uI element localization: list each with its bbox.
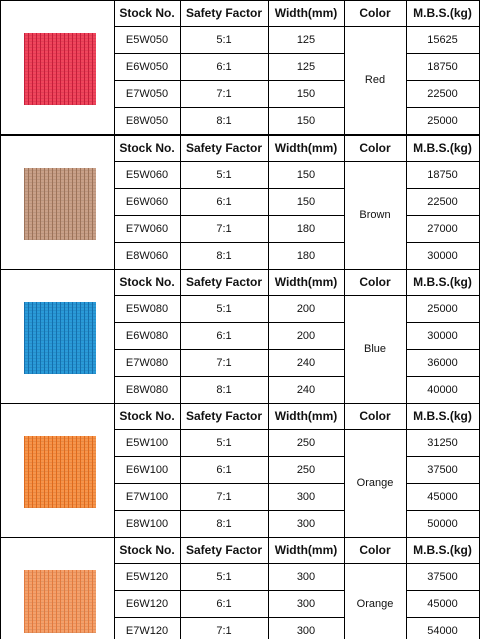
cell-safety-factor: 8:1 — [216, 517, 232, 530]
cell-stock-no: E8W100 — [125, 517, 169, 530]
cell-safety-factor: 5:1 — [216, 436, 232, 449]
cell-width: 250 — [296, 463, 316, 476]
cell-width: 150 — [296, 114, 316, 127]
cell-mbs: 50000 — [427, 517, 458, 530]
cell-stock-no: E7W050 — [125, 87, 169, 100]
webbing-swatch-image — [24, 570, 96, 633]
cell-safety-factor: 6:1 — [216, 329, 232, 342]
cell-width: 125 — [296, 60, 316, 73]
cell-mbs: 37500 — [427, 570, 458, 583]
cell-stock-no: E8W060 — [125, 249, 169, 262]
cell-safety-factor: 6:1 — [216, 195, 232, 208]
table-rule — [344, 537, 345, 639]
cell-safety-factor: 7:1 — [216, 624, 232, 637]
header-stock-no: Stock No. — [119, 543, 175, 557]
header-stock-no: Stock No. — [119, 141, 175, 155]
header-color: Color — [359, 6, 391, 20]
cell-color: Blue — [363, 343, 387, 355]
header-mbs: M.B.S.(kg) — [413, 141, 472, 155]
cell-safety-factor: 5:1 — [216, 302, 232, 315]
table-rule — [406, 617, 480, 618]
cell-mbs: 18750 — [427, 168, 458, 181]
cell-mbs: 30000 — [427, 249, 458, 262]
cell-mbs: 22500 — [427, 195, 458, 208]
cell-mbs: 31250 — [427, 436, 458, 449]
header-safety-factor: Safety Factor — [185, 275, 263, 289]
header-safety-factor: Safety Factor — [185, 6, 263, 20]
cell-mbs: 40000 — [427, 383, 458, 396]
table-rule — [0, 537, 480, 538]
cell-color: Orange — [356, 477, 394, 489]
header-safety-factor: Safety Factor — [185, 409, 263, 423]
cell-color: Orange — [356, 597, 394, 610]
header-color: Color — [359, 543, 391, 557]
cell-stock-no: E5W060 — [125, 168, 169, 181]
cell-safety-factor: 6:1 — [216, 597, 232, 610]
cell-mbs: 22500 — [427, 87, 458, 100]
header-color: Color — [359, 275, 391, 289]
cell-width: 180 — [296, 249, 316, 262]
cell-width: 300 — [296, 490, 316, 503]
header-mbs: M.B.S.(kg) — [413, 275, 472, 289]
cell-mbs: 54000 — [427, 624, 458, 637]
header-color: Color — [359, 141, 391, 155]
cell-stock-no: E7W080 — [125, 356, 169, 369]
cell-width: 300 — [296, 517, 316, 530]
cell-mbs: 30000 — [427, 329, 458, 342]
cell-mbs: 45000 — [427, 597, 458, 610]
cell-safety-factor: 5:1 — [216, 33, 232, 46]
cell-width: 200 — [296, 302, 316, 315]
cell-stock-no: E5W100 — [125, 436, 169, 449]
cell-stock-no: E6W050 — [125, 60, 169, 73]
cell-safety-factor: 8:1 — [216, 383, 232, 396]
header-stock-no: Stock No. — [119, 275, 175, 289]
cell-width: 150 — [296, 195, 316, 208]
cell-mbs: 27000 — [427, 222, 458, 235]
cell-mbs: 36000 — [427, 356, 458, 369]
table-rule — [114, 590, 345, 591]
header-width: Width(mm) — [274, 141, 338, 155]
header-safety-factor: Safety Factor — [185, 141, 263, 155]
table-rule — [114, 563, 480, 564]
cell-width: 200 — [296, 329, 316, 342]
cell-width: 300 — [296, 624, 316, 637]
cell-mbs: 25000 — [427, 302, 458, 315]
cell-width: 300 — [296, 570, 316, 583]
cell-color: Brown — [359, 209, 391, 221]
cell-mbs: 37500 — [427, 463, 458, 476]
cell-mbs: 18750 — [427, 60, 458, 73]
table-rule — [114, 537, 115, 639]
cell-width: 150 — [296, 87, 316, 100]
header-width: Width(mm) — [274, 409, 338, 423]
cell-safety-factor: 8:1 — [216, 114, 232, 127]
cell-color: Red — [364, 74, 386, 86]
cell-safety-factor: 7:1 — [216, 222, 232, 235]
cell-safety-factor: 7:1 — [216, 87, 232, 100]
cell-stock-no: E5W050 — [125, 33, 169, 46]
cell-stock-no: E8W080 — [125, 383, 169, 396]
table-rule — [180, 537, 181, 639]
cell-stock-no: E5W120 — [125, 570, 169, 583]
cell-safety-factor: 6:1 — [216, 60, 232, 73]
cell-width: 240 — [296, 356, 316, 369]
cell-stock-no: E7W120 — [125, 624, 169, 637]
header-mbs: M.B.S.(kg) — [413, 543, 472, 557]
cell-stock-no: E6W080 — [125, 329, 169, 342]
cell-stock-no: E7W060 — [125, 222, 169, 235]
cell-stock-no: E8W050 — [125, 114, 169, 127]
cell-safety-factor: 8:1 — [216, 249, 232, 262]
header-stock-no: Stock No. — [119, 6, 175, 20]
header-safety-factor: Safety Factor — [185, 543, 263, 557]
cell-mbs: 25000 — [427, 114, 458, 127]
cell-safety-factor: 6:1 — [216, 463, 232, 476]
cell-safety-factor: 7:1 — [216, 490, 232, 503]
cell-stock-no: E6W100 — [125, 463, 169, 476]
cell-width: 180 — [296, 222, 316, 235]
cell-width: 125 — [296, 33, 316, 46]
table-rule — [406, 590, 480, 591]
header-mbs: M.B.S.(kg) — [413, 409, 472, 423]
table-rule — [114, 617, 345, 618]
header-color: Color — [359, 409, 391, 423]
cell-stock-no: E6W060 — [125, 195, 169, 208]
cell-safety-factor: 7:1 — [216, 356, 232, 369]
cell-width: 300 — [296, 597, 316, 610]
cell-mbs: 45000 — [427, 490, 458, 503]
cell-width: 240 — [296, 383, 316, 396]
cell-safety-factor: 5:1 — [216, 570, 232, 583]
cell-width: 250 — [296, 436, 316, 449]
header-width: Width(mm) — [274, 6, 338, 20]
table-rule — [0, 537, 1, 639]
table-rule — [406, 537, 407, 639]
header-width: Width(mm) — [274, 275, 338, 289]
header-width: Width(mm) — [274, 543, 338, 557]
cell-width: 150 — [296, 168, 316, 181]
cell-stock-no: E6W120 — [125, 597, 169, 610]
cell-stock-no: E5W080 — [125, 302, 169, 315]
header-mbs: M.B.S.(kg) — [413, 6, 472, 20]
cell-safety-factor: 5:1 — [216, 168, 232, 181]
table-rule — [268, 537, 269, 639]
cell-stock-no: E7W100 — [125, 490, 169, 503]
cell-mbs: 15625 — [427, 33, 458, 46]
header-stock-no: Stock No. — [119, 409, 175, 423]
